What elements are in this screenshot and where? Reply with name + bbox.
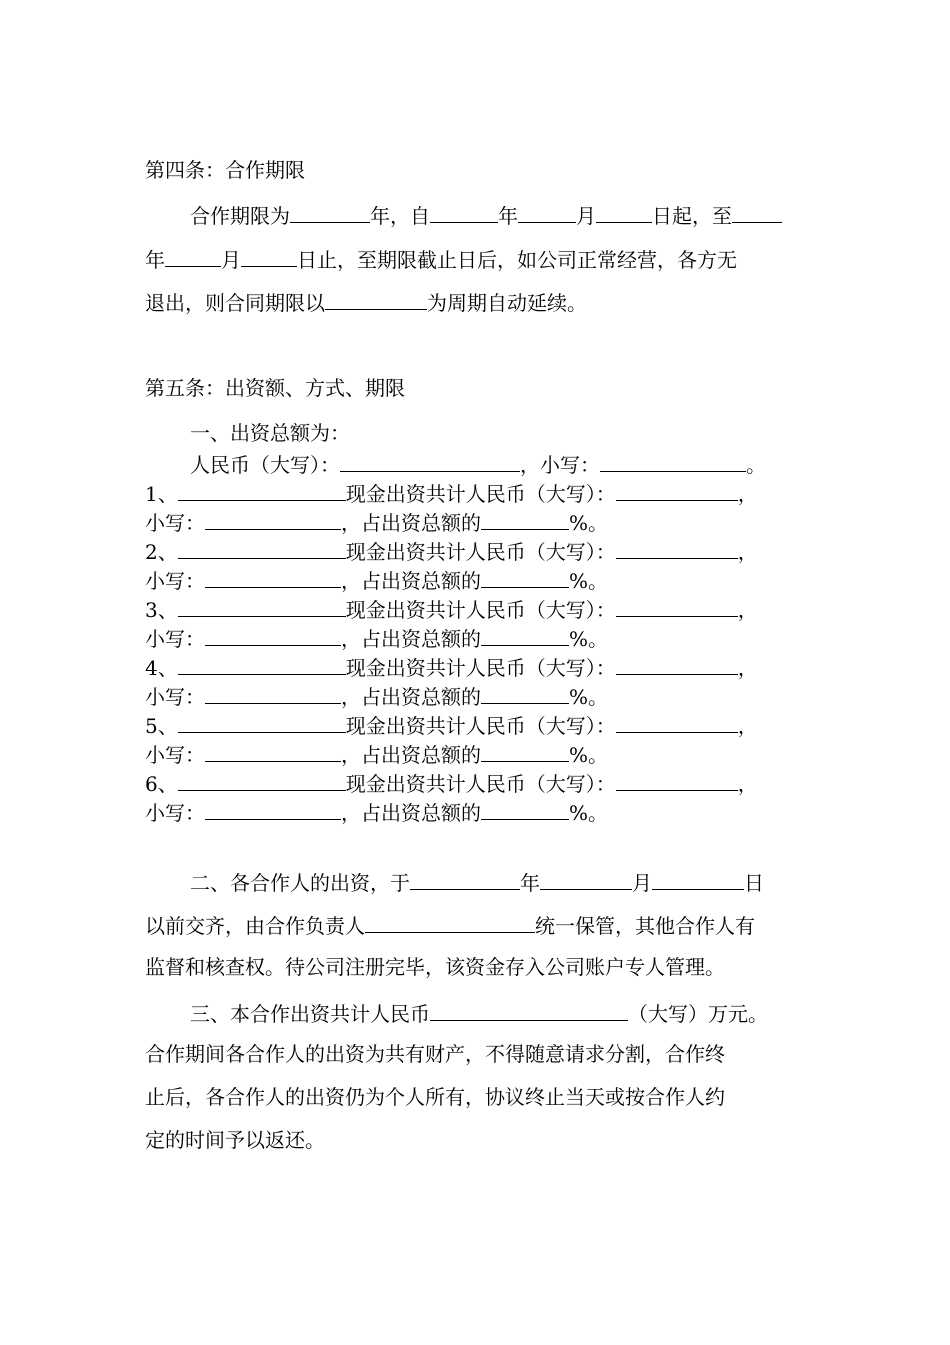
blank-item-2-name[interactable] [178,537,346,559]
text: ， [737,656,758,680]
text: ，占出资总额的 [341,685,481,709]
blank-item-2-percent[interactable] [481,566,569,588]
text: %。 [569,511,609,535]
text: 现金出资共计人民币（大写）： [345,482,616,506]
text: 小写： [145,743,205,767]
text: 小写： [145,569,205,593]
blank-end-day[interactable] [241,245,297,267]
text: 现金出资共计人民币（大写）： [345,714,616,738]
text: 以前交齐，由合作负责人 [145,914,365,938]
text: ，占出资总额的 [341,627,481,651]
item-number: 5、 [145,714,178,738]
article-4-line-2 [145,245,737,272]
total-rmb-line [190,450,766,477]
text: 日 [744,871,764,895]
blank-end-month[interactable] [165,245,221,267]
text: 月 [576,204,596,228]
blank-item-3-name[interactable] [178,595,346,617]
blank-item-6-name[interactable] [178,769,346,791]
blank-custodian[interactable] [365,911,535,933]
section-3-line-1 [190,999,768,1026]
text: 人民币（大写）： [190,453,340,477]
text: 现金出资共计人民币（大写）： [345,540,616,564]
text: ，小写： [520,453,600,477]
blank-item-4-lower[interactable] [205,682,341,704]
section-3-line-3: 止后，各合作人的出资仍为个人所有，协议终止当天或按合作人约 [145,1085,725,1109]
text: 统一保管，其他合作人有 [535,914,755,938]
text: 。 [746,453,766,477]
blank-renew-period[interactable] [325,288,427,310]
section-2-line-1 [190,868,764,895]
text: 年 [520,871,540,895]
text: 日止，至期限截止日后，如公司正常经营，各方无 [297,248,737,272]
section-1-title: 一、出资总额为： [190,421,350,445]
text: 退出，则合同期限以 [145,291,325,315]
item-3-line-a [145,595,758,622]
blank-item-4-name[interactable] [178,653,346,675]
article-4-line-3 [145,288,587,315]
blank-item-2-lower[interactable] [205,566,341,588]
item-number: 1、 [145,482,178,506]
blank-start-day[interactable] [596,201,652,223]
blank-item-2-capital[interactable] [616,537,738,559]
blank-item-6-capital[interactable] [616,769,738,791]
blank-end-year[interactable] [732,201,782,223]
text: 月 [221,248,241,272]
blank-item-6-lower[interactable] [205,798,341,820]
blank-item-3-lower[interactable] [205,624,341,646]
blank-total-amount[interactable] [430,999,628,1021]
text: ，占出资总额的 [341,511,481,535]
text: 小写： [145,685,205,709]
item-number: 4、 [145,656,178,680]
item-4-line-a [145,653,758,680]
blank-total-capital[interactable] [340,450,520,472]
blank-item-4-capital[interactable] [616,653,738,675]
text: 小写： [145,511,205,535]
blank-item-4-percent[interactable] [481,682,569,704]
text: 年 [498,204,518,228]
section-2-line-2 [145,911,755,938]
blank-item-1-name[interactable] [178,479,346,501]
text: %。 [569,685,609,709]
blank-item-3-percent[interactable] [481,624,569,646]
section-3-line-2: 合作期间各合作人的出资为共有财产，不得随意请求分割，合作终 [145,1042,725,1066]
blank-item-3-capital[interactable] [616,595,738,617]
blank-item-6-percent[interactable] [481,798,569,820]
text: %。 [569,627,609,651]
article-4-line-1 [190,201,782,228]
item-4-line-b [145,682,608,709]
blank-item-1-capital[interactable] [616,479,738,501]
text: 小写： [145,627,205,651]
item-3-line-b [145,624,608,651]
item-1-line-a [145,479,758,506]
text: 日起，至 [652,204,732,228]
item-5-line-b [145,740,608,767]
item-number: 3、 [145,598,178,622]
blank-item-5-percent[interactable] [481,740,569,762]
blank-item-1-lower[interactable] [205,508,341,530]
blank-item-1-percent[interactable] [481,508,569,530]
text: 现金出资共计人民币（大写）： [345,772,616,796]
blank-start-year[interactable] [430,201,498,223]
text: 三、本合作出资共计人民币 [190,1002,430,1026]
blank-item-5-capital[interactable] [616,711,738,733]
item-number: 6、 [145,772,178,796]
text: 小写： [145,801,205,825]
text: ， [737,598,758,622]
blank-deadline-month[interactable] [540,868,632,890]
blank-years[interactable] [290,201,370,223]
text: 二、各合作人的出资，于 [190,871,410,895]
text: ， [737,540,758,564]
text: 现金出资共计人民币（大写）： [345,656,616,680]
text: 现金出资共计人民币（大写）： [345,598,616,622]
section-2-line-3: 监督和核查权。待公司注册完毕，该资金存入公司账户专人管理。 [145,955,725,979]
text: ，占出资总额的 [341,569,481,593]
text: ，占出资总额的 [341,801,481,825]
blank-total-lower[interactable] [600,450,746,472]
text: 为周期自动延续。 [427,291,587,315]
text: 合作期限为 [190,204,290,228]
text: 月 [632,871,652,895]
item-number: 2、 [145,540,178,564]
text: ，占出资总额的 [341,743,481,767]
text: ， [737,714,758,738]
blank-start-month[interactable] [518,201,576,223]
article-5-heading: 第五条：出资额、方式、期限 [145,376,405,400]
item-1-line-b [145,508,608,535]
text: ， [737,482,758,506]
text: %。 [569,801,609,825]
text: %。 [569,743,609,767]
text: %。 [569,569,609,593]
item-6-line-a [145,769,758,796]
article-4-heading: 第四条：合作期限 [145,158,305,182]
text: ， [737,772,758,796]
text: 年 [145,248,165,272]
blank-item-5-name[interactable] [178,711,346,733]
item-2-line-a [145,537,758,564]
blank-deadline-day[interactable] [652,868,744,890]
item-6-line-b [145,798,608,825]
text: 年，自 [370,204,430,228]
blank-item-5-lower[interactable] [205,740,341,762]
item-2-line-b [145,566,608,593]
item-5-line-a [145,711,758,738]
section-3-line-4: 定的时间予以返还。 [145,1128,325,1152]
text: （大写）万元。 [628,1002,768,1026]
blank-deadline-year[interactable] [410,868,520,890]
